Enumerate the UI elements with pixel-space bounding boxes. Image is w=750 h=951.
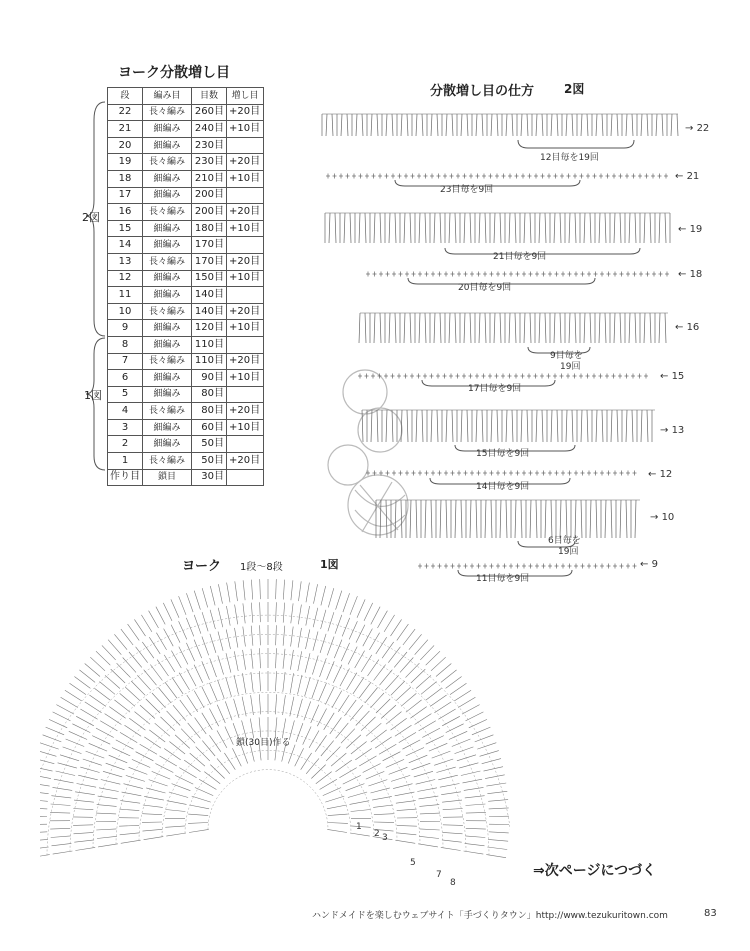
table-row (108, 320, 264, 337)
count-cell: 180目 (192, 220, 227, 237)
count-cell: 170目 (192, 237, 227, 254)
row-label-12: ← 12 (648, 469, 673, 480)
increase-cell: +10目 (227, 320, 264, 337)
note-row-19: 21目毎を9回 (493, 252, 547, 262)
diagram-row-19 (325, 213, 670, 243)
stitch-cell: 細編み (143, 419, 192, 436)
increase-cell (227, 237, 264, 254)
yoke-row-1: 1 (356, 822, 362, 832)
stitch-cell: 細編み (143, 187, 192, 204)
row-cell: 18 (108, 170, 143, 187)
diagram-row-13 (362, 410, 655, 442)
note-row-18: 20目毎を9回 (458, 283, 512, 293)
count-cell: 230目 (192, 137, 227, 154)
note-row-9: 11目毎を9回 (476, 574, 530, 584)
row-cell: 8 (108, 336, 143, 353)
stitch-cell: 細編み (143, 220, 192, 237)
row-cell: 16 (108, 204, 143, 221)
increase-cell (227, 436, 264, 453)
table-row (108, 154, 264, 171)
diagram-row-22 (322, 114, 678, 136)
note-row-16b: 19回 (560, 362, 581, 372)
diagram-row-9 (418, 564, 637, 569)
count-cell: 80目 (192, 403, 227, 420)
stitch-cell: 細編み (143, 287, 192, 304)
row-cell: 20 (108, 137, 143, 154)
count-cell: 170目 (192, 253, 227, 270)
group-label-fig2: 2図 (82, 211, 100, 224)
row-label-19: ← 19 (678, 224, 703, 235)
note-row-21: 23目毎を9回 (440, 185, 494, 195)
count-cell: 140目 (192, 287, 227, 304)
count-cell: 210目 (192, 170, 227, 187)
count-cell: 80目 (192, 386, 227, 403)
increase-cell (227, 187, 264, 204)
row-label-22: → 22 (685, 123, 710, 134)
count-cell: 240目 (192, 121, 227, 138)
yoke-row-5: 5 (410, 858, 416, 868)
increase-cell: +20目 (227, 453, 264, 470)
diagram-row-12 (366, 471, 637, 476)
increase-cell: +20目 (227, 253, 264, 270)
row-label-15: ← 15 (660, 371, 685, 382)
increase-cell (227, 287, 264, 304)
stitch-cell: 細編み (143, 137, 192, 154)
stitch-cell: 細編み (143, 170, 192, 187)
row-cell: 22 (108, 104, 143, 121)
increase-cell: +10目 (227, 170, 264, 187)
yoke-title: ヨーク (182, 559, 222, 574)
count-cell: 110目 (192, 336, 227, 353)
diagram-fig-label: 2図 (564, 82, 585, 96)
stitch-cell: 長々編み (143, 253, 192, 270)
row-cell: 4 (108, 403, 143, 420)
table-row (108, 287, 264, 304)
count-cell: 140目 (192, 303, 227, 320)
increase-cell (227, 137, 264, 154)
count-cell: 150目 (192, 270, 227, 287)
chain-note: 鎖(30目)作る (236, 738, 291, 748)
table-row (108, 270, 264, 287)
row-cell: 作り目 (108, 469, 143, 486)
stitch-cell: 鎖目 (143, 469, 192, 486)
stitch-cell: 長々編み (143, 204, 192, 221)
diagram-row-21 (326, 174, 668, 179)
continue-next-page: ⇒次ページにつづく (533, 863, 657, 879)
count-cell: 200目 (192, 187, 227, 204)
diagram-row-10 (376, 500, 640, 538)
group-brackets (80, 100, 110, 480)
table-row (108, 253, 264, 270)
table-row (108, 170, 264, 187)
table-row (108, 353, 264, 370)
group-label-fig1: 1図 (84, 389, 102, 402)
count-cell: 260目 (192, 104, 227, 121)
table-row (108, 403, 264, 420)
row-cell: 21 (108, 121, 143, 138)
table-row (108, 469, 264, 486)
stitch-cell: 長々編み (143, 154, 192, 171)
count-cell: 60目 (192, 419, 227, 436)
row-label-9: ← 9 (640, 559, 658, 570)
diagram-title: 分散増し目の仕方 (430, 84, 535, 99)
stitch-cell: 細編み (143, 436, 192, 453)
note-row-13: 15目毎を9回 (476, 449, 530, 459)
table-row (108, 370, 264, 387)
increase-cell: +20目 (227, 303, 264, 320)
row-cell: 15 (108, 220, 143, 237)
increase-cell (227, 386, 264, 403)
table-row (108, 220, 264, 237)
row-cell: 9 (108, 320, 143, 337)
stitch-cell: 長々編み (143, 403, 192, 420)
stitch-cell: 細編み (143, 237, 192, 254)
increase-cell: +10目 (227, 370, 264, 387)
yoke-row-3: 3 (382, 833, 388, 843)
count-cell: 120目 (192, 320, 227, 337)
increase-cell: +10目 (227, 220, 264, 237)
stitch-cell: 細編み (143, 320, 192, 337)
stitch-cell: 細編み (143, 386, 192, 403)
diagram-row-16 (359, 313, 668, 343)
note-row-22: 12目毎を19回 (540, 153, 599, 163)
table-row (108, 237, 264, 254)
row-cell: 2 (108, 436, 143, 453)
yoke-chart (40, 570, 510, 890)
row-cell: 3 (108, 419, 143, 436)
row-cell: 17 (108, 187, 143, 204)
footer-site: ハンドメイドを楽しむウェブサイト「手づくりタウン」http://www.tezukuritown.com (312, 911, 668, 921)
table-title: ヨーク分散増し目 (118, 65, 230, 81)
count-cell: 230目 (192, 154, 227, 171)
page-number: 83 (704, 908, 717, 919)
row-cell: 10 (108, 303, 143, 320)
table-row (108, 121, 264, 138)
note-row-12: 14目毎を9回 (476, 482, 530, 492)
note-row-15: 17目毎を9回 (468, 384, 522, 394)
row-label-18: ← 18 (678, 269, 703, 280)
table-body (108, 104, 264, 486)
count-cell: 50目 (192, 436, 227, 453)
row-label-10: → 10 (650, 512, 675, 523)
table-row (108, 419, 264, 436)
increase-cell: +20目 (227, 204, 264, 221)
increase-cell: +10目 (227, 419, 264, 436)
table-row (108, 303, 264, 320)
increase-cell: +20目 (227, 353, 264, 370)
row-cell: 1 (108, 453, 143, 470)
increase-cell: +10目 (227, 270, 264, 287)
increase-table (107, 87, 264, 486)
table-row (108, 104, 264, 121)
table-header-row (108, 88, 264, 105)
header-stitch-col: 編み目 (143, 88, 192, 105)
yoke-row-2: 2 (374, 829, 380, 839)
yoke-stitch-arcs (40, 579, 510, 859)
diagram-row-18 (366, 272, 669, 277)
increase-cell: +10目 (227, 121, 264, 138)
row-label-16: ← 16 (675, 322, 700, 333)
yoke-row-7: 7 (436, 870, 442, 880)
row-cell: 13 (108, 253, 143, 270)
stitch-cell: 細編み (143, 270, 192, 287)
yoke-fig-label: 1図 (320, 558, 339, 571)
increase-cell: +20目 (227, 403, 264, 420)
row-cell: 12 (108, 270, 143, 287)
diagram-row-15 (358, 374, 648, 379)
header-row-col: 段 (108, 88, 143, 105)
table-row (108, 204, 264, 221)
table-row (108, 436, 264, 453)
yoke-row-8: 8 (450, 878, 456, 888)
increase-cell (227, 336, 264, 353)
count-cell: 50目 (192, 453, 227, 470)
note-row-16a: 9目毎を (550, 351, 583, 361)
note-row-10a: 6目毎を (548, 536, 581, 546)
count-cell: 90目 (192, 370, 227, 387)
table-row (108, 386, 264, 403)
note-row-10b: 19回 (558, 547, 579, 557)
stitch-cell: 長々編み (143, 104, 192, 121)
table-row (108, 336, 264, 353)
header-increase-col: 増し目 (227, 88, 264, 105)
table-row (108, 137, 264, 154)
stitch-cell: 長々編み (143, 353, 192, 370)
count-cell: 200目 (192, 204, 227, 221)
stitch-cell: 細編み (143, 370, 192, 387)
increase-cell: +20目 (227, 154, 264, 171)
count-cell: 110目 (192, 353, 227, 370)
row-cell: 14 (108, 237, 143, 254)
count-cell: 30目 (192, 469, 227, 486)
row-cell: 19 (108, 154, 143, 171)
stitch-cell: 長々編み (143, 453, 192, 470)
row-label-13: → 13 (660, 425, 685, 436)
row-cell: 6 (108, 370, 143, 387)
yoke-row-range: 1段〜8段 (240, 562, 283, 573)
row-cell: 5 (108, 386, 143, 403)
row-label-21: ← 21 (675, 171, 700, 182)
stitch-cell: 細編み (143, 121, 192, 138)
row-cell: 7 (108, 353, 143, 370)
table-row (108, 187, 264, 204)
table-row (108, 453, 264, 470)
increase-cell (227, 469, 264, 486)
row-cell: 11 (108, 287, 143, 304)
header-count-col: 目数 (192, 88, 227, 105)
increase-diagram (300, 100, 740, 590)
increase-cell: +20目 (227, 104, 264, 121)
stitch-cell: 細編み (143, 336, 192, 353)
stitch-cell: 長々編み (143, 303, 192, 320)
